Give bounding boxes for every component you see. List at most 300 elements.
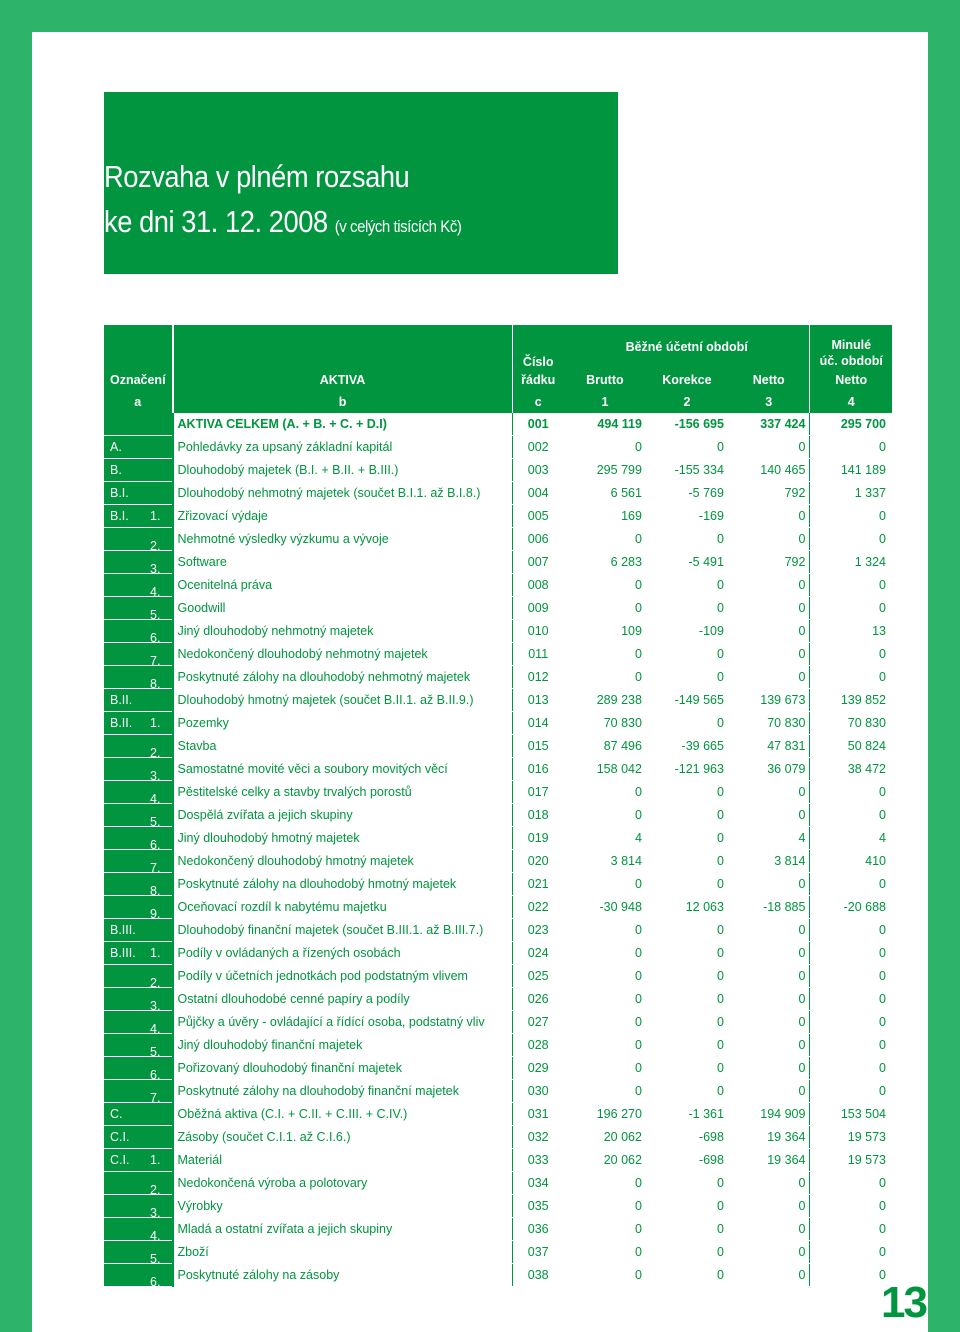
value-netto: 0: [728, 597, 810, 620]
value-netto-prev: 141 189: [810, 459, 892, 482]
row-code: [104, 1264, 173, 1287]
table-row: [104, 781, 892, 804]
row-number: 031: [512, 1103, 564, 1126]
row-label: Zřizovací výdaje: [173, 505, 512, 528]
value-netto: 0: [728, 1195, 810, 1218]
row-label: Materiál: [173, 1149, 512, 1172]
value-brutto: 295 799: [564, 459, 646, 482]
row-code-letter: B.III.: [110, 946, 136, 960]
value-netto-prev: 0: [810, 436, 892, 459]
row-label: Dlouhodobý nehmotný majetek (součet B.I.1. až B.I.8.): [173, 482, 512, 505]
value-netto: -18 885: [728, 896, 810, 919]
row-number: 025: [512, 965, 564, 988]
value-netto-prev: 0: [810, 988, 892, 1011]
row-number: 007: [512, 551, 564, 574]
row-label: Zboží: [173, 1241, 512, 1264]
value-netto: 0: [728, 528, 810, 551]
row-code-number: 8.: [150, 884, 161, 896]
table-row: [104, 1103, 892, 1126]
value-korekce: -121 963: [646, 758, 728, 781]
value-brutto: 0: [564, 781, 646, 804]
header-col-2: 2: [646, 391, 728, 413]
value-korekce: 0: [646, 873, 728, 896]
row-label: Dospělá zvířata a jejich skupiny: [173, 804, 512, 827]
header-col-3: 3: [728, 391, 810, 413]
value-brutto: -30 948: [564, 896, 646, 919]
table-row: [104, 1172, 892, 1195]
value-brutto: 20 062: [564, 1126, 646, 1149]
row-code: [104, 1241, 173, 1264]
row-number: 020: [512, 850, 564, 873]
value-netto-prev: 13: [810, 620, 892, 643]
value-korekce: 0: [646, 965, 728, 988]
row-code: [104, 597, 173, 620]
row-code-number: 5.: [150, 608, 161, 620]
row-code: [104, 896, 173, 919]
row-number: 009: [512, 597, 564, 620]
row-label: Nedokončená výroba a polotovary: [173, 1172, 512, 1195]
value-netto-prev: 0: [810, 597, 892, 620]
row-label: Software: [173, 551, 512, 574]
value-brutto: 0: [564, 1195, 646, 1218]
row-number: 030: [512, 1080, 564, 1103]
row-code: [104, 1126, 173, 1149]
row-number: 019: [512, 827, 564, 850]
value-brutto: 0: [564, 597, 646, 620]
value-netto-prev: -20 688: [810, 896, 892, 919]
row-label: Pořizovaný dlouhodobý finanční majetek: [173, 1057, 512, 1080]
value-brutto: 196 270: [564, 1103, 646, 1126]
title-units: (v celých tisících Kč): [334, 217, 462, 236]
row-number: 017: [512, 781, 564, 804]
row-label: Jiný dlouhodobý nehmotný majetek: [173, 620, 512, 643]
row-code-letter: B.III.: [110, 923, 136, 937]
row-label: Nedokončený dlouhodobý nehmotný majetek: [173, 643, 512, 666]
table-row: [104, 758, 892, 781]
value-netto-prev: 0: [810, 1080, 892, 1103]
value-brutto: 0: [564, 988, 646, 1011]
row-code-letter: C.I.: [110, 1130, 130, 1144]
row-label: Dlouhodobý hmotný majetek (součet B.II.1. až B.II.9.): [173, 689, 512, 712]
row-label: Mladá a ostatní zvířata a jejich skupiny: [173, 1218, 512, 1241]
value-brutto: 0: [564, 666, 646, 689]
value-netto: 19 364: [728, 1126, 810, 1149]
table-row: [104, 1126, 892, 1149]
value-korekce: 0: [646, 666, 728, 689]
row-code-number: 6.: [150, 631, 161, 643]
row-number: 029: [512, 1057, 564, 1080]
table-row: [104, 643, 892, 666]
header-bezne-obdobi: Běžné účetní období: [564, 325, 810, 369]
row-number: 005: [512, 505, 564, 528]
row-code: [104, 988, 173, 1011]
row-code-number: 6.: [150, 1068, 161, 1080]
value-netto-prev: 0: [810, 919, 892, 942]
value-brutto: 0: [564, 942, 646, 965]
row-number: 026: [512, 988, 564, 1011]
row-label: Zásoby (součet C.I.1. až C.I.6.): [173, 1126, 512, 1149]
value-brutto: 0: [564, 965, 646, 988]
table-row: [104, 597, 892, 620]
header-row-3: [104, 391, 892, 413]
value-netto: 3 814: [728, 850, 810, 873]
value-brutto: 289 238: [564, 689, 646, 712]
row-label: Podíly v ovládaných a řízených osobách: [173, 942, 512, 965]
row-number: 038: [512, 1264, 564, 1287]
value-brutto: 0: [564, 574, 646, 597]
value-netto: 0: [728, 1264, 810, 1287]
value-netto: 0: [728, 1172, 810, 1195]
table-row: [104, 689, 892, 712]
value-netto-prev: 0: [810, 666, 892, 689]
value-netto: 0: [728, 873, 810, 896]
header-netto-prev: Netto: [810, 369, 892, 391]
table-row: [104, 712, 892, 735]
row-code-number: 5.: [150, 815, 161, 827]
table-row: [104, 413, 892, 436]
value-korekce: 0: [646, 1264, 728, 1287]
row-code-number: 6.: [150, 838, 161, 850]
value-korekce: -109: [646, 620, 728, 643]
value-netto: 0: [728, 1057, 810, 1080]
row-code-letter: B.: [110, 463, 122, 477]
row-number: 018: [512, 804, 564, 827]
table-row: [104, 919, 892, 942]
value-netto-prev: 0: [810, 1034, 892, 1057]
row-number: 002: [512, 436, 564, 459]
row-label: Nedokončený dlouhodobý hmotný majetek: [173, 850, 512, 873]
row-code-number: 5.: [150, 1045, 161, 1057]
table-row: [104, 827, 892, 850]
row-code: [104, 620, 173, 643]
value-netto: 36 079: [728, 758, 810, 781]
row-label: Výrobky: [173, 1195, 512, 1218]
row-code: [104, 1218, 173, 1241]
table-row: [104, 620, 892, 643]
value-netto-prev: 0: [810, 1218, 892, 1241]
value-netto-prev: 0: [810, 643, 892, 666]
header-col-b: b: [173, 391, 512, 413]
row-code: [104, 850, 173, 873]
row-code: [104, 1103, 173, 1126]
value-netto-prev: 0: [810, 965, 892, 988]
row-number: 028: [512, 1034, 564, 1057]
value-brutto: 0: [564, 1011, 646, 1034]
row-code-number: 3.: [150, 999, 161, 1011]
table-row: [104, 1149, 892, 1172]
header-radku: řádku: [512, 369, 564, 391]
row-code: [104, 827, 173, 850]
row-code-number: 8.: [150, 677, 161, 689]
row-label: Samostatné movité věci a soubory movitých věcí: [173, 758, 512, 781]
row-code-number: 7.: [150, 861, 161, 873]
table-row: [104, 436, 892, 459]
table-row: [104, 1011, 892, 1034]
row-number: 012: [512, 666, 564, 689]
row-code-number: 2.: [150, 1183, 161, 1195]
value-korekce: 0: [646, 988, 728, 1011]
value-brutto: 0: [564, 804, 646, 827]
row-label: Podíly v účetních jednotkách pod podstatným vlivem: [173, 965, 512, 988]
title-line-2: [104, 204, 461, 240]
row-number: 032: [512, 1126, 564, 1149]
title-date: ke dni 31. 12. 2008: [104, 204, 328, 239]
row-code: [104, 1011, 173, 1034]
value-netto-prev: 0: [810, 1172, 892, 1195]
header-minule-obdobi: [810, 325, 892, 369]
header-cislo: Číslo: [512, 325, 564, 369]
value-korekce: 0: [646, 712, 728, 735]
value-netto-prev: 0: [810, 1011, 892, 1034]
table-row: [104, 988, 892, 1011]
row-label: Goodwill: [173, 597, 512, 620]
value-netto: 0: [728, 643, 810, 666]
value-netto-prev: 19 573: [810, 1126, 892, 1149]
value-korekce: 0: [646, 643, 728, 666]
header-row-2: [104, 369, 892, 391]
row-code: [104, 1195, 173, 1218]
row-label: Poskytnuté zálohy na zásoby: [173, 1264, 512, 1287]
row-number: 014: [512, 712, 564, 735]
value-netto-prev: 410: [810, 850, 892, 873]
table-row: [104, 574, 892, 597]
value-korekce: 0: [646, 1241, 728, 1264]
row-code-letter: C.I.: [110, 1153, 130, 1167]
value-netto: 0: [728, 436, 810, 459]
row-code: [104, 735, 173, 758]
table-row: [104, 1218, 892, 1241]
row-label: Pozemky: [173, 712, 512, 735]
row-code-number: 4.: [150, 585, 161, 597]
value-netto: 0: [728, 804, 810, 827]
row-code-number: 1.: [150, 1153, 161, 1167]
value-netto-prev: 295 700: [810, 413, 892, 436]
value-brutto: 3 814: [564, 850, 646, 873]
value-netto-prev: 0: [810, 1057, 892, 1080]
header-col-c: c: [512, 391, 564, 413]
value-netto-prev: 0: [810, 1241, 892, 1264]
table-row: [104, 965, 892, 988]
table-row: [104, 666, 892, 689]
value-korekce: 0: [646, 528, 728, 551]
value-brutto: 70 830: [564, 712, 646, 735]
row-code-letter: B.I.: [110, 486, 129, 500]
value-brutto: 169: [564, 505, 646, 528]
value-korekce: -5 491: [646, 551, 728, 574]
row-code: [104, 942, 173, 965]
row-number: 033: [512, 1149, 564, 1172]
row-code: [104, 528, 173, 551]
value-netto: 70 830: [728, 712, 810, 735]
header-korekce: Korekce: [646, 369, 728, 391]
value-brutto: 0: [564, 1264, 646, 1287]
value-netto: 0: [728, 988, 810, 1011]
row-code: [104, 643, 173, 666]
value-brutto: 0: [564, 643, 646, 666]
value-netto-prev: 0: [810, 1264, 892, 1287]
value-korekce: -5 769: [646, 482, 728, 505]
title-box: [104, 92, 618, 274]
value-netto-prev: 50 824: [810, 735, 892, 758]
value-brutto: 0: [564, 1218, 646, 1241]
value-netto-prev: 0: [810, 873, 892, 896]
row-code-number: 9.: [150, 907, 161, 919]
value-korekce: 0: [646, 804, 728, 827]
row-number: 027: [512, 1011, 564, 1034]
value-korekce: 0: [646, 942, 728, 965]
value-netto: 337 424: [728, 413, 810, 436]
row-code-number: 3.: [150, 562, 161, 574]
value-korekce: 0: [646, 1195, 728, 1218]
value-brutto: 0: [564, 1172, 646, 1195]
value-netto: 0: [728, 942, 810, 965]
row-label: Poskytnuté zálohy na dlouhodobý finanční majetek: [173, 1080, 512, 1103]
table-row: [104, 482, 892, 505]
header-brutto: Brutto: [564, 369, 646, 391]
value-korekce: 0: [646, 1172, 728, 1195]
header-netto: Netto: [728, 369, 810, 391]
row-code: [104, 482, 173, 505]
row-number: 035: [512, 1195, 564, 1218]
value-netto-prev: 1 337: [810, 482, 892, 505]
row-code-number: 4.: [150, 1022, 161, 1034]
row-code-number: 6.: [150, 1275, 161, 1287]
value-netto-prev: 0: [810, 1195, 892, 1218]
table-row: [104, 1195, 892, 1218]
row-code: [104, 758, 173, 781]
row-code-letter: C.: [110, 1107, 123, 1121]
row-code: [104, 551, 173, 574]
row-code-number: 2.: [150, 539, 161, 551]
value-netto-prev: 139 852: [810, 689, 892, 712]
row-code-letter: B.II.: [110, 693, 133, 707]
value-brutto: 87 496: [564, 735, 646, 758]
value-netto: 194 909: [728, 1103, 810, 1126]
value-korekce: 0: [646, 850, 728, 873]
row-code-number: 4.: [150, 1229, 161, 1241]
value-netto-prev: 0: [810, 781, 892, 804]
value-netto-prev: 153 504: [810, 1103, 892, 1126]
row-code: [104, 1172, 173, 1195]
row-number: 013: [512, 689, 564, 712]
row-code-letter: B.II.: [110, 716, 133, 730]
value-brutto: 158 042: [564, 758, 646, 781]
header-minule-1: Minulé: [831, 338, 872, 352]
value-netto: 4: [728, 827, 810, 850]
value-netto: 0: [728, 620, 810, 643]
value-korekce: 0: [646, 436, 728, 459]
value-netto-prev: 0: [810, 574, 892, 597]
value-brutto: 0: [564, 1080, 646, 1103]
table-row: [104, 1057, 892, 1080]
table-row: [104, 1264, 892, 1287]
row-code-number: 3.: [150, 769, 161, 781]
row-number: 037: [512, 1241, 564, 1264]
row-label: Jiný dlouhodobý finanční majetek: [173, 1034, 512, 1057]
row-label: Půjčky a úvěry - ovládající a řídící osoba, podstatný vliv: [173, 1011, 512, 1034]
row-code-number: 5.: [150, 1252, 161, 1264]
row-code: [104, 1057, 173, 1080]
row-code-number: 2.: [150, 976, 161, 988]
document-page: [32, 32, 928, 1332]
row-number: 024: [512, 942, 564, 965]
row-number: 034: [512, 1172, 564, 1195]
value-netto-prev: 38 472: [810, 758, 892, 781]
row-number: 010: [512, 620, 564, 643]
row-label: Ostatní dlouhodobé cenné papíry a podíly: [173, 988, 512, 1011]
row-code: [104, 919, 173, 942]
value-netto-prev: 0: [810, 505, 892, 528]
value-netto: 0: [728, 574, 810, 597]
table-row: [104, 850, 892, 873]
value-korekce: -698: [646, 1126, 728, 1149]
value-netto: 792: [728, 482, 810, 505]
value-korekce: -155 334: [646, 459, 728, 482]
header-empty: [104, 325, 173, 369]
value-netto-prev: 19 573: [810, 1149, 892, 1172]
value-korekce: -1 361: [646, 1103, 728, 1126]
value-korekce: 0: [646, 1080, 728, 1103]
row-label: Oceňovací rozdíl k nabytému majetku: [173, 896, 512, 919]
value-netto: 0: [728, 1011, 810, 1034]
header-col-1: 1: [564, 391, 646, 413]
value-netto: 0: [728, 1241, 810, 1264]
row-label: Poskytnuté zálohy na dlouhodobý nehmotný majetek: [173, 666, 512, 689]
table-row: [104, 1034, 892, 1057]
row-code-number: 3.: [150, 1206, 161, 1218]
row-code: [104, 436, 173, 459]
value-netto: 0: [728, 666, 810, 689]
row-code-number: 2.: [150, 746, 161, 758]
value-korekce: 0: [646, 1034, 728, 1057]
value-netto: 0: [728, 919, 810, 942]
row-number: 015: [512, 735, 564, 758]
row-number: 021: [512, 873, 564, 896]
value-netto-prev: 0: [810, 528, 892, 551]
value-korekce: 12 063: [646, 896, 728, 919]
table-row: [104, 1080, 892, 1103]
value-netto: 140 465: [728, 459, 810, 482]
header-minule-2: úč. období: [819, 354, 883, 368]
value-brutto: 4: [564, 827, 646, 850]
value-netto: 0: [728, 505, 810, 528]
page-number: 13: [881, 1278, 926, 1327]
row-number: 023: [512, 919, 564, 942]
value-korekce: -39 665: [646, 735, 728, 758]
balance-sheet-table: [104, 325, 892, 1287]
row-label: Oběžná aktiva (C.I. + C.II. + C.III. + C.IV.): [173, 1103, 512, 1126]
row-code-number: 7.: [150, 654, 161, 666]
value-brutto: 494 119: [564, 413, 646, 436]
value-netto: 792: [728, 551, 810, 574]
row-number: 011: [512, 643, 564, 666]
row-label: AKTIVA CELKEM (A. + B. + C. + D.I): [173, 413, 512, 436]
row-code: [104, 1034, 173, 1057]
table-row: [104, 735, 892, 758]
value-netto-prev: 4: [810, 827, 892, 850]
value-netto: 139 673: [728, 689, 810, 712]
value-brutto: 0: [564, 1241, 646, 1264]
row-label: Dlouhodobý finanční majetek (součet B.III.1. až B.III.7.): [173, 919, 512, 942]
row-code: [104, 781, 173, 804]
value-korekce: 0: [646, 574, 728, 597]
row-code: [104, 459, 173, 482]
value-netto-prev: 70 830: [810, 712, 892, 735]
row-number: 036: [512, 1218, 564, 1241]
value-netto: 0: [728, 1080, 810, 1103]
row-label: Ocenitelná práva: [173, 574, 512, 597]
row-number: 006: [512, 528, 564, 551]
